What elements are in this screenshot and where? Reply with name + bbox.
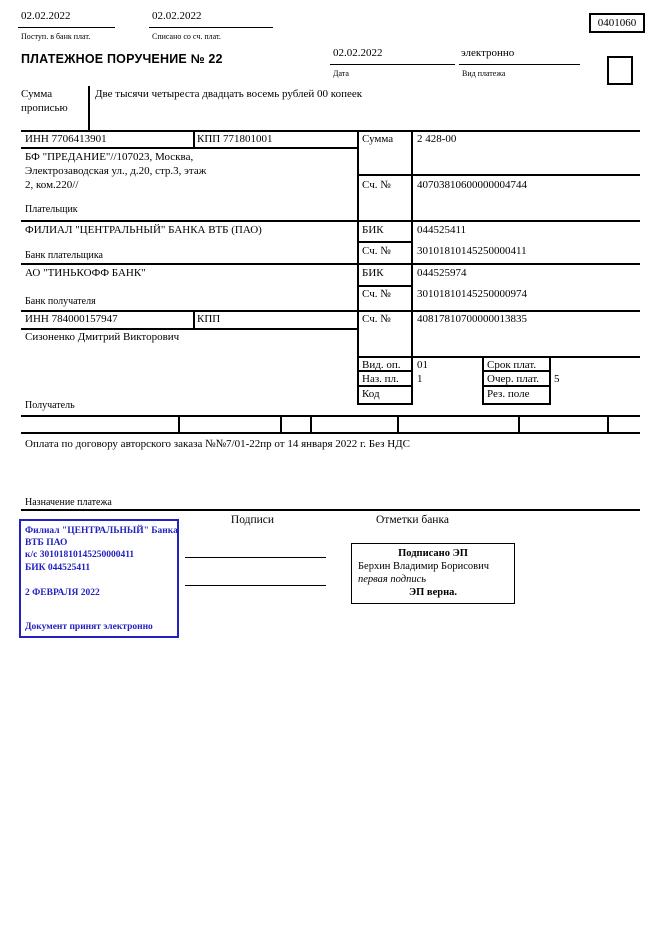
stamp-date: 2 ФЕВРАЛЯ 2022 [25,587,100,598]
esign-name: Берхин Владимир Борисович [358,561,489,572]
debited-date-field: 02.02.2022 [149,10,273,28]
table-border [482,356,484,405]
debited-date-label: Списано со сч. плат. [152,32,221,41]
payee-bank-bik-label: БИК [362,267,384,279]
vid-op-value: 01 [417,359,428,371]
table-border [358,174,640,176]
payer-account-value: 40703810600000004744 [417,179,527,191]
payer-inn: ИНН 7706413901 [25,133,107,145]
table-border [21,328,358,330]
table-border [397,415,399,432]
payment-kind-field: электронно [459,47,580,65]
signatures-header: Подписи [230,514,275,526]
stamp-bank-name: Филиал "ЦЕНТРАЛЬНЫЙ" Банка [25,526,178,536]
purpose-label: Назначение платежа [25,497,112,508]
vid-op-label: Вид. оп. [362,359,401,371]
table-border [411,130,413,405]
stamp-bik: БИК 044525411 [25,562,91,573]
table-border [21,263,640,265]
payee-bank-section-label: Банк получателя [25,296,96,307]
kod-label: Код [362,388,380,400]
table-border [358,356,640,358]
payee-bank-acc-label: Сч. № [362,288,391,300]
payer-section-label: Плательщик [25,204,78,215]
payee-acc: 40817810700000013835 [417,313,527,325]
payer-bank-bik-label: БИК [362,224,384,236]
bank-marks-header: Отметки банка [376,514,449,526]
stamp-bank-name: ВТБ ПАО [25,538,68,549]
amount-words-label: Сумма прописью [21,88,68,114]
payer-bank-name: ФИЛИАЛ "ЦЕНТРАЛЬНЫЙ" БАНКА ВТБ (ПАО) [25,224,262,236]
table-border [358,403,412,405]
payer-name: БФ "ПРЕДАНИЕ"//107023, Москва, [25,151,194,163]
payer-bank-acc: 30101810145250000411 [417,245,527,257]
stamp-footer: Документ принят электронно [25,621,153,632]
table-border [310,415,312,432]
table-border [178,415,180,432]
naz-pl-label: Наз. пл. [362,373,399,385]
srok-plat-label: Срок плат. [487,359,537,371]
payer-bank-acc-label: Сч. № [362,245,391,257]
table-border [21,130,640,132]
payee-inn: ИНН 784000157947 [25,313,118,325]
signature-line [185,557,326,558]
payer-kpp: КПП 771801001 [197,133,273,145]
status-box [607,56,633,85]
payee-bank-name: АО "ТИНЬКОФФ БАНК" [25,267,146,279]
table-border [358,241,412,243]
payer-name: Электрозаводская ул., д.20, стр.3, этаж [25,165,207,177]
esign-title: Подписано ЭП [398,548,468,559]
table-border [21,220,640,222]
table-border [358,285,412,287]
table-border [193,310,195,328]
table-border [21,310,640,312]
ocher-plat-value: 5 [554,373,560,385]
table-border [21,432,640,434]
esign-subtitle: первая подпись [358,574,427,585]
divider-line [88,86,90,132]
ocher-plat-label: Очер. плат. [487,373,540,385]
received-date-field: 02.02.2022 [18,10,115,28]
payee-bank-acc: 30101810145250000974 [417,288,527,300]
payment-kind-label: Вид платежа [462,69,506,78]
bank-stamp [19,519,179,638]
payer-name: 2, ком.220// [25,179,79,191]
payee-kpp-label: КПП [197,313,221,325]
payer-account-label: Сч. № [362,179,391,191]
date-field: 02.02.2022 [330,47,455,65]
rez-pole-label: Рез. поле [487,388,530,400]
purpose-text: Оплата по договору авторского заказа №№7/01-22пр от 14 января 2022 г. Без НДС [25,438,410,450]
naz-pl-value: 1 [417,373,423,385]
table-border [549,356,551,405]
amount-words-value: Две тысячи четыреста двадцать восемь рублей 00 копеек [95,88,363,100]
esign-box [351,543,515,604]
received-date-label: Поступ. в банк плат. [21,32,91,41]
esign-verified: ЭП верна. [408,587,457,598]
table-border [483,403,550,405]
amount-label: Сумма [362,133,394,145]
table-border [21,509,640,511]
table-border [607,415,609,432]
stamp-corr-account: к/с 30101810145250000411 [25,550,135,561]
table-border [193,130,195,147]
date-label: Дата [333,69,349,78]
amount-value: 2 428-00 [417,133,457,145]
payee-name: Сизоненко Дмитрий Викторович [25,331,180,343]
payee-bank-bik: 044525974 [417,267,467,279]
table-border [518,415,520,432]
document-title: ПЛАТЕЖНОЕ ПОРУЧЕНИЕ № 22 [21,52,223,66]
form-code: 0401060 [597,17,637,29]
table-border [21,415,640,417]
payer-bank-bik: 044525411 [417,224,467,236]
payee-acc-label: Сч. № [362,313,391,325]
payee-section-label: Получатель [25,400,75,411]
table-border [21,147,358,149]
payer-bank-section-label: Банк плательщика [25,250,103,261]
signature-line [185,585,326,586]
table-border [357,130,359,405]
table-border [280,415,282,432]
